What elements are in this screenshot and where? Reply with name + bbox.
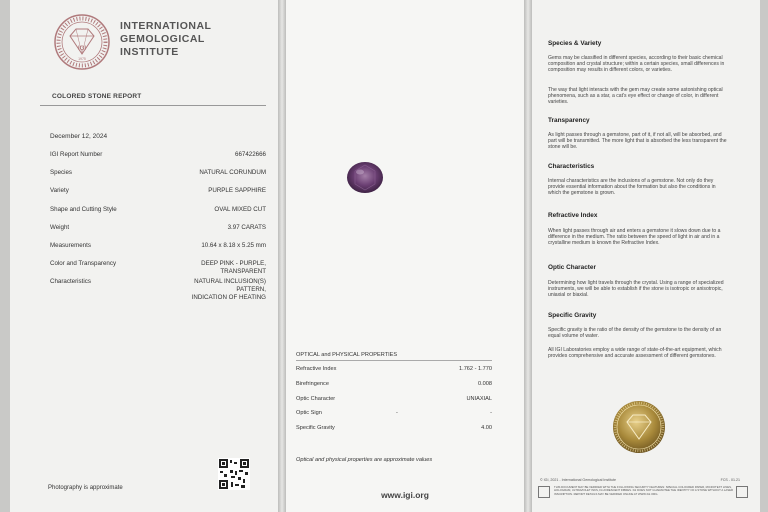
row-value: 0.008	[478, 381, 492, 387]
section-text: All IGI Laboratories employ a wide range of state-of-the-art equipment, which provides comprehensive and accurate assessment of different gemstones.	[548, 347, 722, 360]
approximate-note: Optical and physical properties are approximate values	[296, 457, 433, 463]
row-label: Optic Sign	[296, 410, 322, 416]
section-text: Determining how light travels through the crystal. Using a range of specialized instruments, we will be able to establish if the stone is isotropic or anisotropic, uniaxial or biaxial.	[548, 280, 724, 299]
row-label: Measurements	[50, 242, 91, 249]
section-heading-characteristics: Characteristics	[548, 163, 595, 170]
section-heading-specific-gravity: Specific Gravity	[548, 312, 597, 319]
row-label: Species	[50, 169, 73, 176]
row-value: PURPLE SAPPHIRE	[208, 187, 266, 194]
igi-seal-icon	[612, 400, 666, 454]
row-label: Optic Character	[296, 396, 336, 402]
row-label: Refractive Index	[296, 366, 337, 372]
report-date: December 12, 2024	[50, 133, 108, 140]
row-label: Shape and Cutting Style	[50, 206, 117, 213]
optical-title: OPTICAL and PHYSICAL PROPERTIES	[296, 352, 398, 358]
photo-note: Photography is approximate	[48, 485, 123, 491]
legal-text: THIS DOCUMENT MAY BE VERIFIED WITH THE FOLLOWING SECURITY FEATURES: SPECIAL COLOURED PAPER, MICROTEXT LINES, HOLOGRAM, ULTRAVIOLET INKS, FLUORESCENT FIBRES. IGI DOES NOT GUARANTEE THE IDENTITY OF A STONE WITHOUT A LASER INSCRIPTION. REPORT DETAILS MAY BE VERIFIED ONLINE AT WWW.IGI.ORG.	[554, 485, 734, 496]
report-title: COLORED STONE REPORT	[52, 93, 142, 100]
row-label: Weight	[50, 224, 70, 231]
row-value	[156, 260, 266, 276]
row-dash: -	[396, 410, 398, 416]
row-label: Variety	[50, 187, 69, 194]
row-value: 4.00	[481, 425, 492, 431]
institute-line-3: INSTITUTE	[120, 46, 179, 58]
divider	[296, 360, 492, 361]
section-heading-refractive-index: Refractive Index	[548, 212, 598, 219]
report-panel	[10, 0, 278, 512]
security-mark-icon	[538, 486, 550, 498]
section-text: Internal characteristics are the inclusions of a gemstone. Not only do they provide essential information about the formation but also the conditions in which the gemstone is grown.	[548, 178, 716, 197]
section-text: When light passes through air and enters a gemstone it slows down due to a difference in the medium. The ratio between the speed of light in air and in a crystalline medium is known the Refractive Index.	[548, 228, 721, 247]
section-text: Gems may be classified in different species, according to their basic chemical composition and crystal structure; within a certain species, small differences in composition may results in different colors, or varieties.	[548, 55, 725, 74]
row-value: 667422666	[235, 151, 266, 158]
form-code: FCS - 01.21	[720, 478, 740, 482]
logo-year: 1975	[78, 57, 86, 61]
properties-panel	[286, 0, 524, 512]
institute-line-1: INTERNATIONAL	[120, 20, 212, 32]
row-value-line: NATURAL INCLUSION(S)	[194, 278, 266, 285]
row-value: 3.97 CARATS	[227, 224, 266, 231]
section-text: The way that light interacts with the gem may create some astonishing optical phenomena, such as a star, a cat's eye effect or change of color, in different varieties.	[548, 87, 723, 106]
section-text: As light passes through a gemstone, part of it, if not all, will be absorbed, and part will be transmitted. The more light that is absorbed the less transparent the stone will be.	[548, 132, 727, 151]
row-value: UNIAXIAL	[466, 396, 492, 402]
divider	[40, 105, 266, 106]
row-label: Color and Transparency	[50, 260, 117, 267]
row-label: Birefringence	[296, 381, 329, 387]
copyright: © IGI, 2021 - International Gemological Institute	[540, 478, 616, 482]
row-value: OVAL MIXED CUT	[214, 206, 266, 213]
igi-logo-icon	[54, 14, 110, 70]
gemstone-photo	[346, 161, 384, 194]
security-mark-icon	[736, 486, 748, 498]
row-value: 10.64 x 8.18 x 5.25 mm	[201, 242, 266, 249]
institute-name	[120, 20, 211, 59]
row-label: Specific Gravity	[296, 425, 335, 431]
row-value-line: INDICATION OF HEATING	[191, 294, 266, 301]
section-heading-species-variety: Species & Variety	[548, 40, 602, 47]
row-value: -	[490, 410, 492, 416]
fold-line	[524, 0, 532, 512]
row-value-line: PATTERN,	[236, 286, 266, 293]
info-panel	[532, 0, 760, 512]
row-label: IGI Report Number	[50, 151, 103, 158]
row-label: Characteristics	[50, 278, 91, 285]
section-text: Specific gravity is the ratio of the density of the gemstone to the density of an equal volume of water.	[548, 327, 722, 340]
row-value-line: TRANSPARENT	[220, 268, 266, 275]
row-value	[156, 278, 266, 302]
qr-code-icon[interactable]	[218, 458, 250, 490]
section-heading-transparency: Transparency	[548, 117, 590, 124]
logo-text: IGI	[77, 46, 87, 52]
fold-line	[278, 0, 286, 512]
institute-line-2: GEMOLOGICAL	[120, 33, 205, 45]
section-heading-optic-character: Optic Character	[548, 264, 596, 271]
row-value: NATURAL CORUNDUM	[199, 169, 266, 176]
row-value: 1.762 - 1.770	[459, 366, 492, 372]
website-link[interactable]: www.igi.org	[381, 490, 429, 500]
row-value-line: DEEP PINK - PURPLE,	[201, 260, 266, 267]
